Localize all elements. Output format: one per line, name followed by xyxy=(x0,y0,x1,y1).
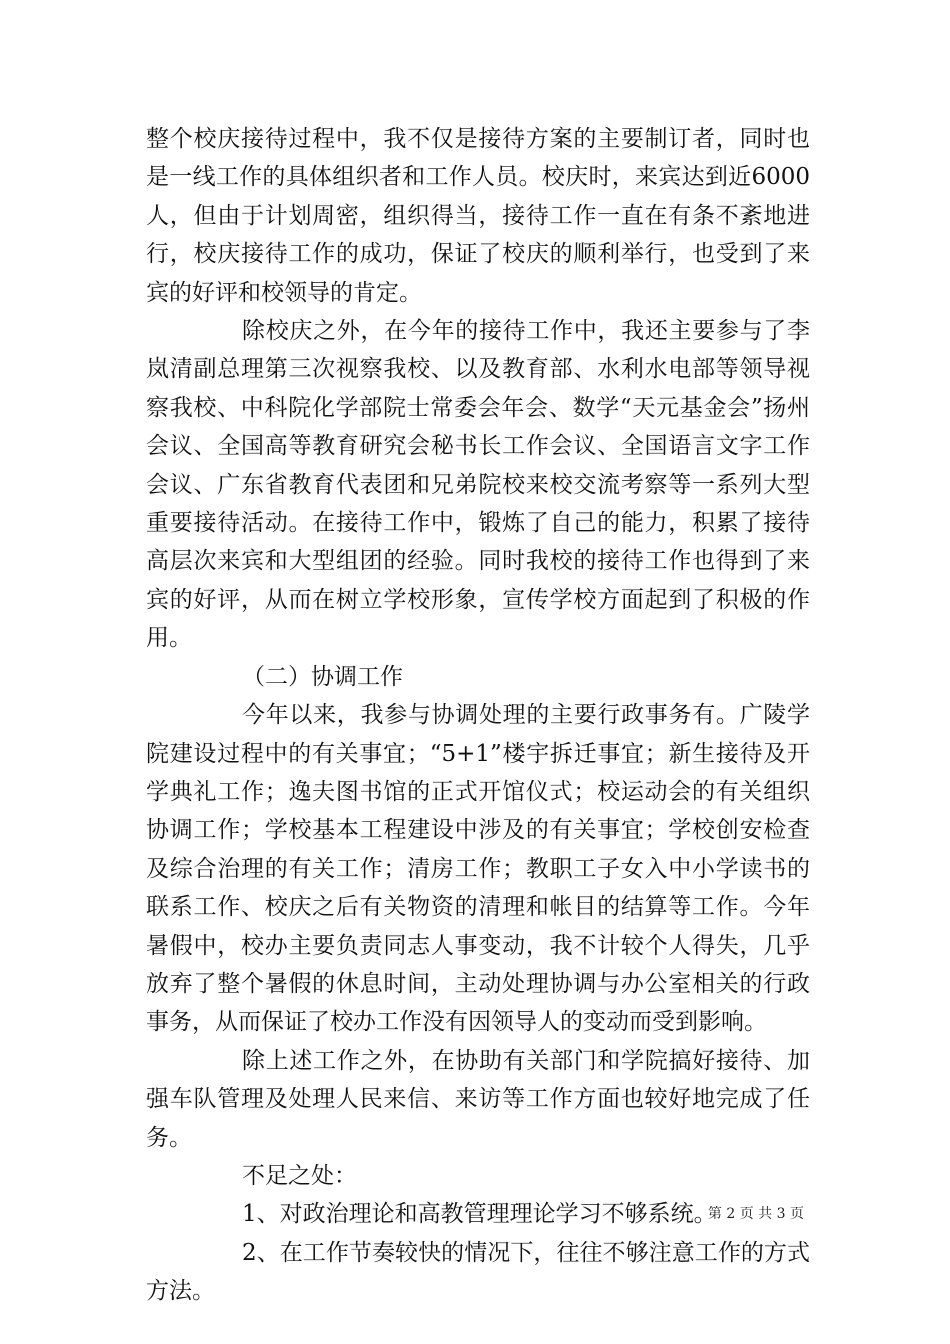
page-footer: 第 2 页 共 3 页 xyxy=(707,1206,804,1222)
list-item-shortcoming-2: 2、在工作节奏较快的情况下，往往不够注意工作的方式方法。 xyxy=(146,1239,810,1305)
paragraph-coordination-work: 今年以来，我参与协调处理的主要行政事务有。广陵学院建设过程中的有关事宜；“5+1”楼宇拆迁事宜；新生接待及开学典礼工作；逸夫图书馆的正式开馆仪式；校运动会的有关组织协调工作；学校基本工程建设中涉及的有关事宜；学校创安检查及综合治理的有关工作；清房工作；教职工子女入中小学读书的联系工作、校庆之后有关物资的清理和帐目的结算等工作。今年暑假中，校办主要负责同志人事变动，我不计较个人得失，几乎放弃了整个暑假的休息时间，主动处理协调与办公室相关的行政事务，从而保证了校办工作没有因领导人的变动而受到影响。 xyxy=(146,702,810,1036)
document-body xyxy=(146,120,810,1311)
section-heading-coordination: （二）协调工作 xyxy=(242,663,403,690)
list-item-shortcoming-1: 1、对政治理论和高教管理理论学习不够系统。 xyxy=(242,1201,717,1228)
paragraph-shortcomings-title: 不足之处： xyxy=(242,1162,357,1189)
paragraph-additional-work: 除上述工作之外，在协助有关部门和学院搞好接待、加强车队管理及处理人民来信、来访等工作方面也较好地完成了任务。 xyxy=(146,1047,810,1151)
paragraph-other-receptions: 除校庆之外，在今年的接待工作中，我还主要参与了李岚清副总理第三次视察我校、以及教育部、水利水电部等领导视察我校、中科院化学部院士常委会年会、数学“天元基金会”扬州会议、全国高等教育研究会秘书长工作会议、全国语言文字工作会议、广东省教育代表团和兄弟院校来校交流考察等一系列大型重要接待活动。在接待工作中，锻炼了自己的能力，积累了接待高层次来宾和大型组团的经验。同时我校的接待工作也得到了来宾的好评，从而在树立学校形象，宣传学校方面起到了积极的作用。 xyxy=(146,318,810,652)
paragraph-reception-continuation: 整个校庆接待过程中，我不仅是接待方案的主要制订者，同时也是一线工作的具体组织者和工作人员。校庆时，来宾达到近6000人，但由于计划周密，组织得当，接待工作一直在有条不紊地进行，校庆接待工作的成功，保证了校庆的顺利举行，也受到了来宾的好评和校领导的肯定。 xyxy=(146,126,810,306)
